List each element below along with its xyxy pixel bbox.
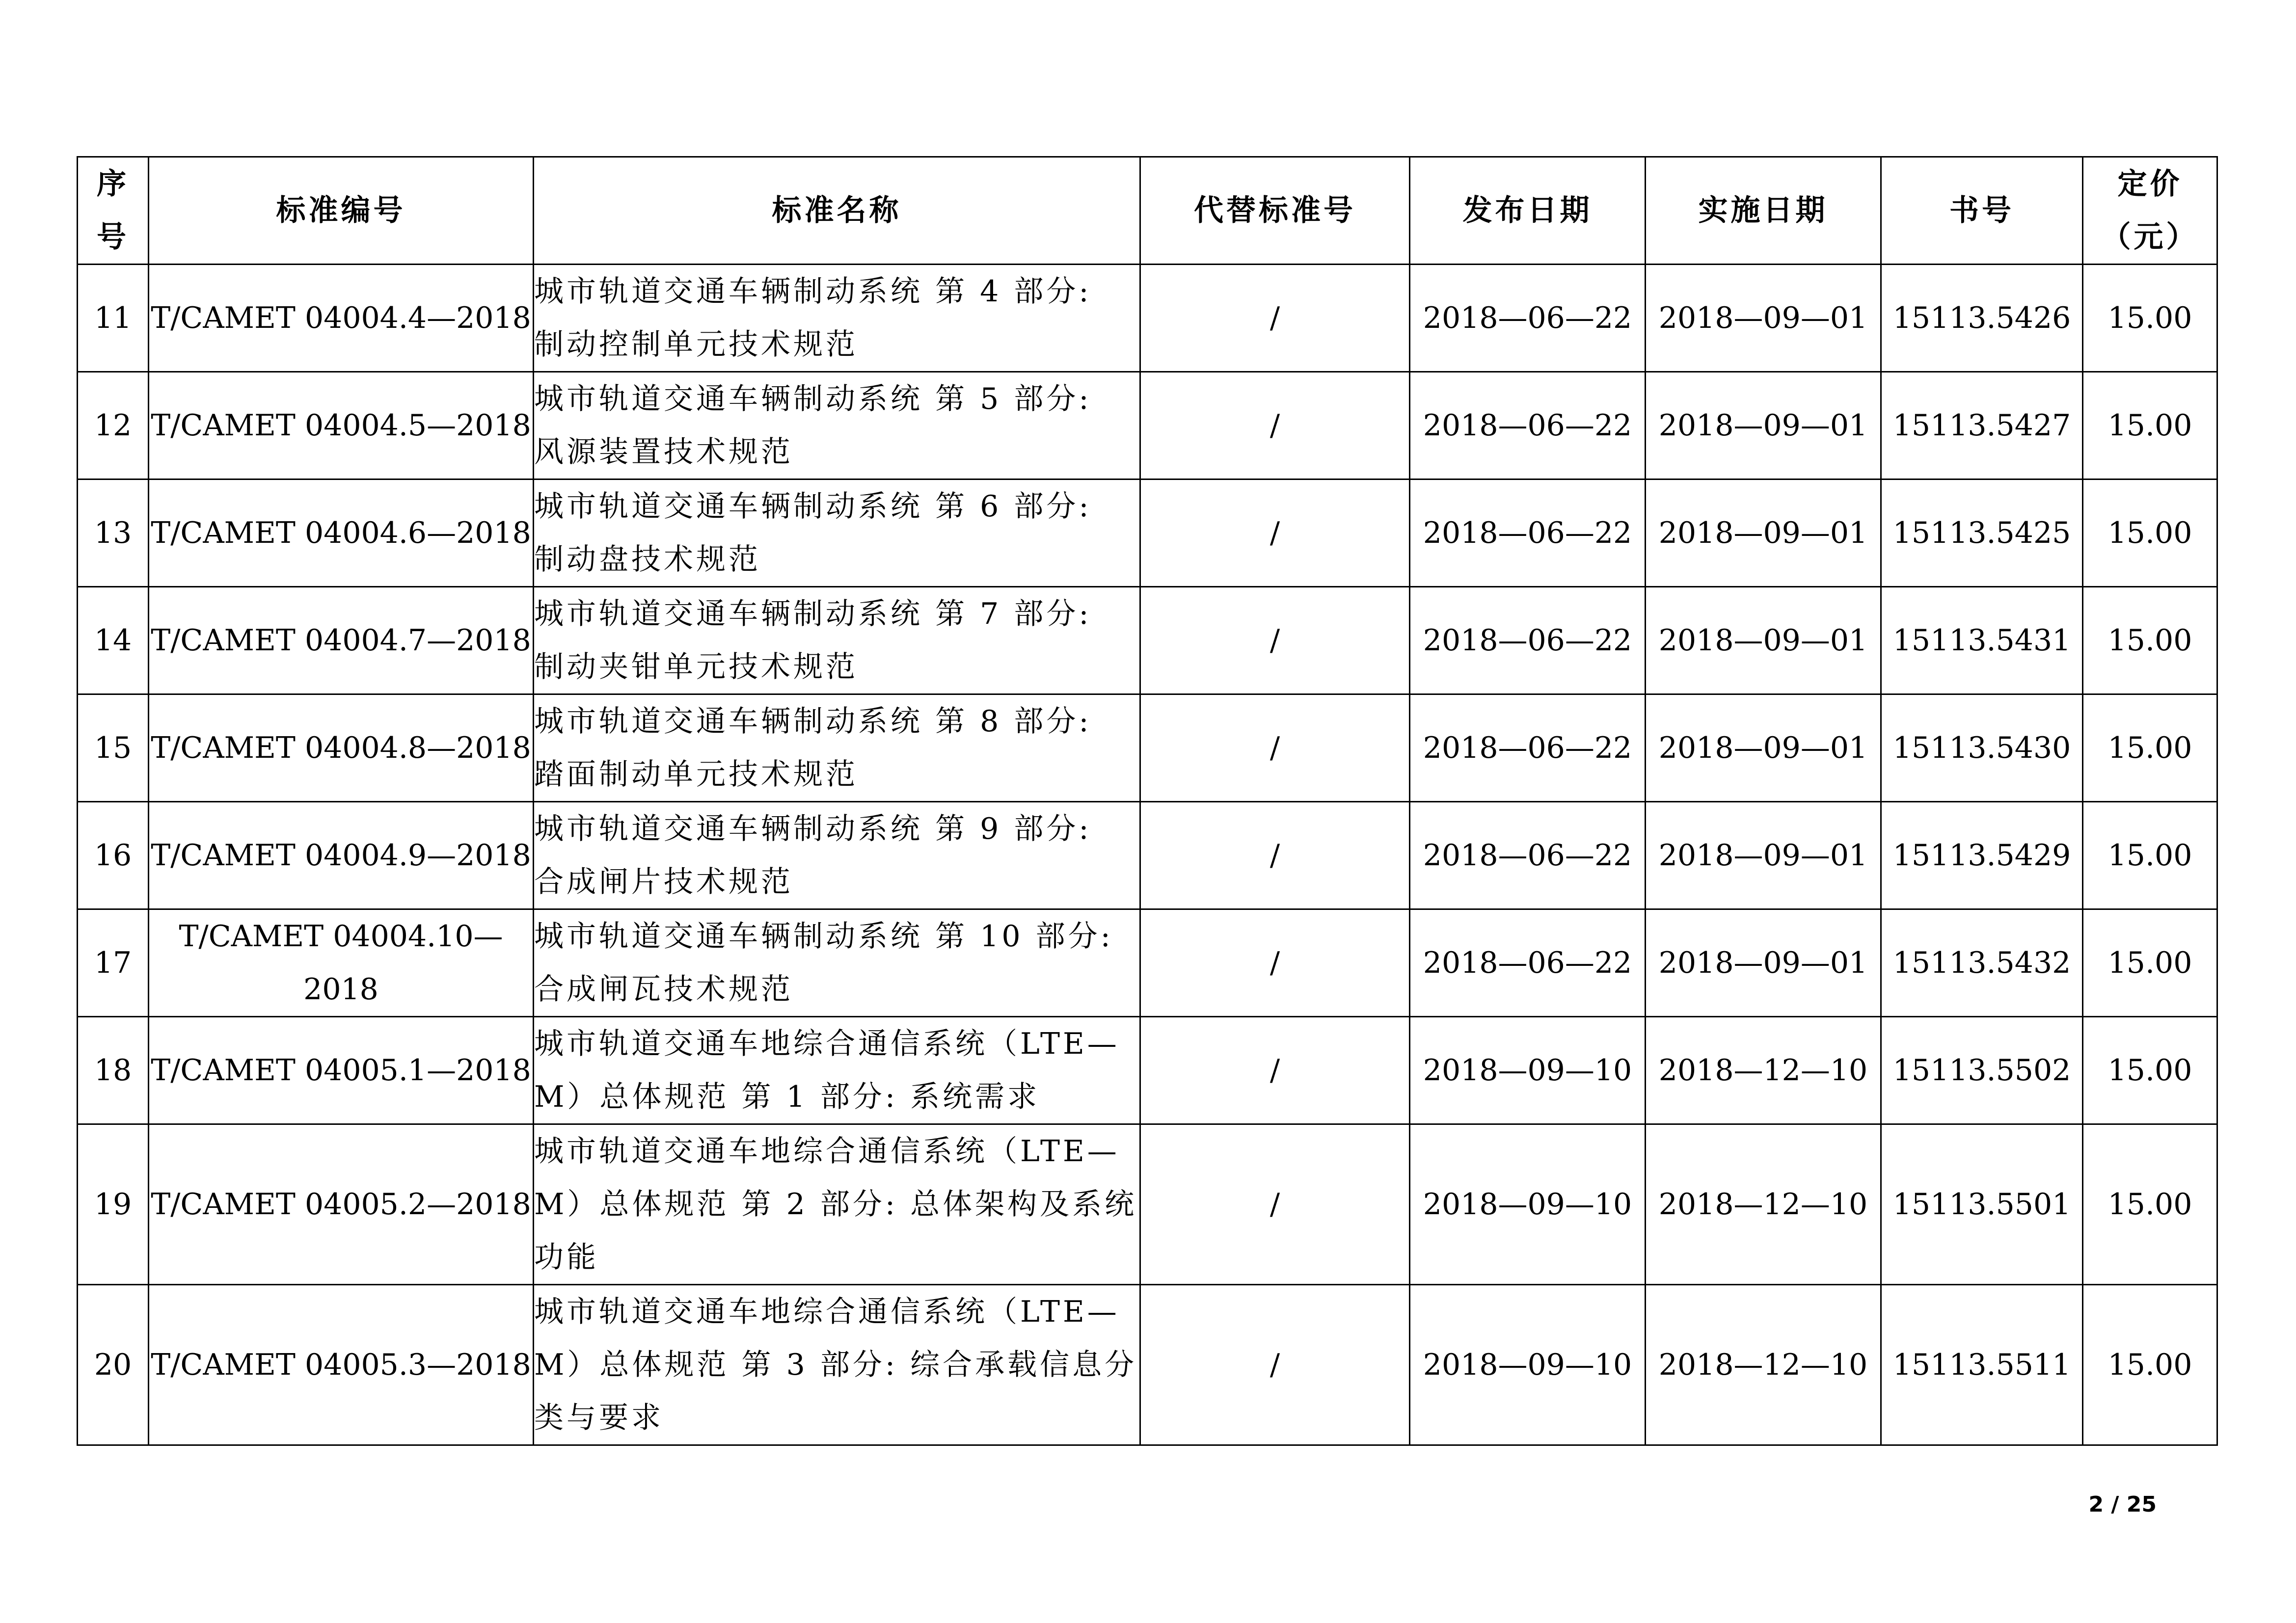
cell-code: T/CAMET 04005.1—2018 bbox=[149, 1017, 534, 1124]
cell-implement-date: 2018—12—10 bbox=[1646, 1285, 1881, 1445]
cell-publish-date: 2018—06—22 bbox=[1410, 694, 1646, 802]
cell-seq: 15 bbox=[78, 694, 149, 802]
header-book-number: 书号 bbox=[1881, 157, 2083, 265]
cell-publish-date: 2018—06—22 bbox=[1410, 909, 1646, 1017]
table-header-row bbox=[78, 157, 2217, 265]
cell-seq: 11 bbox=[78, 265, 149, 372]
cell-name: 城市轨道交通车辆制动系统 第 4 部分: 制动控制单元技术规范 bbox=[534, 265, 1140, 372]
cell-seq: 18 bbox=[78, 1017, 149, 1124]
cell-price: 15.00 bbox=[2083, 694, 2217, 802]
cell-book-number: 15113.5502 bbox=[1881, 1017, 2083, 1124]
cell-code: T/CAMET 04005.2—2018 bbox=[149, 1124, 534, 1285]
cell-seq: 12 bbox=[78, 372, 149, 479]
cell-price: 15.00 bbox=[2083, 372, 2217, 479]
header-price: 定价 （元） bbox=[2083, 157, 2217, 265]
cell-name: 城市轨道交通车辆制动系统 第 9 部分: 合成闸片技术规范 bbox=[534, 802, 1140, 909]
cell-code: T/CAMET 04005.3—2018 bbox=[149, 1285, 534, 1445]
cell-book-number: 15113.5511 bbox=[1881, 1285, 2083, 1445]
cell-publish-date: 2018—06—22 bbox=[1410, 802, 1646, 909]
cell-code: T/CAMET 04004.10—2018 bbox=[149, 909, 534, 1017]
standards-table bbox=[77, 156, 2218, 1446]
cell-code: T/CAMET 04004.8—2018 bbox=[149, 694, 534, 802]
cell-book-number: 15113.5426 bbox=[1881, 265, 2083, 372]
header-name: 标准名称 bbox=[534, 157, 1140, 265]
cell-book-number: 15113.5501 bbox=[1881, 1124, 2083, 1285]
cell-replace: / bbox=[1140, 479, 1410, 587]
cell-code: T/CAMET 04004.9—2018 bbox=[149, 802, 534, 909]
cell-publish-date: 2018—09—10 bbox=[1410, 1017, 1646, 1124]
cell-implement-date: 2018—09—01 bbox=[1646, 372, 1881, 479]
table-row bbox=[78, 479, 2217, 587]
table-row bbox=[78, 372, 2217, 479]
table-row bbox=[78, 802, 2217, 909]
cell-publish-date: 2018—09—10 bbox=[1410, 1124, 1646, 1285]
cell-name: 城市轨道交通车辆制动系统 第 10 部分: 合成闸瓦技术规范 bbox=[534, 909, 1140, 1017]
cell-publish-date: 2018—09—10 bbox=[1410, 1285, 1646, 1445]
cell-code: T/CAMET 04004.5—2018 bbox=[149, 372, 534, 479]
table-row bbox=[78, 909, 2217, 1017]
cell-book-number: 15113.5427 bbox=[1881, 372, 2083, 479]
cell-code: T/CAMET 04004.7—2018 bbox=[149, 587, 534, 694]
cell-book-number: 15113.5431 bbox=[1881, 587, 2083, 694]
cell-name: 城市轨道交通车辆制动系统 第 8 部分: 踏面制动单元技术规范 bbox=[534, 694, 1140, 802]
cell-implement-date: 2018—09—01 bbox=[1646, 265, 1881, 372]
cell-price: 15.00 bbox=[2083, 909, 2217, 1017]
cell-seq: 14 bbox=[78, 587, 149, 694]
cell-book-number: 15113.5430 bbox=[1881, 694, 2083, 802]
cell-implement-date: 2018—09—01 bbox=[1646, 802, 1881, 909]
cell-price: 15.00 bbox=[2083, 587, 2217, 694]
cell-price: 15.00 bbox=[2083, 1017, 2217, 1124]
cell-replace: / bbox=[1140, 694, 1410, 802]
table-row bbox=[78, 694, 2217, 802]
cell-replace: / bbox=[1140, 372, 1410, 479]
cell-code: T/CAMET 04004.6—2018 bbox=[149, 479, 534, 587]
header-publish-date: 发布日期 bbox=[1410, 157, 1646, 265]
cell-implement-date: 2018—09—01 bbox=[1646, 694, 1881, 802]
cell-seq: 19 bbox=[78, 1124, 149, 1285]
cell-price: 15.00 bbox=[2083, 1124, 2217, 1285]
cell-implement-date: 2018—09—01 bbox=[1646, 587, 1881, 694]
cell-name: 城市轨道交通车辆制动系统 第 6 部分: 制动盘技术规范 bbox=[534, 479, 1140, 587]
cell-publish-date: 2018—06—22 bbox=[1410, 479, 1646, 587]
header-seq: 序 号 bbox=[78, 157, 149, 265]
cell-book-number: 15113.5425 bbox=[1881, 479, 2083, 587]
cell-publish-date: 2018—06—22 bbox=[1410, 372, 1646, 479]
table-row bbox=[78, 1017, 2217, 1124]
cell-price: 15.00 bbox=[2083, 265, 2217, 372]
cell-book-number: 15113.5429 bbox=[1881, 802, 2083, 909]
cell-name: 城市轨道交通车地综合通信系统（LTE— M）总体规范 第 2 部分: 总体架构及系统 功能 bbox=[534, 1124, 1140, 1285]
table-row bbox=[78, 1285, 2217, 1445]
cell-replace: / bbox=[1140, 587, 1410, 694]
cell-seq: 13 bbox=[78, 479, 149, 587]
page-number: 2 / 25 bbox=[2088, 1492, 2157, 1517]
header-implement-date: 实施日期 bbox=[1646, 157, 1881, 265]
table-row bbox=[78, 1124, 2217, 1285]
cell-name: 城市轨道交通车地综合通信系统（LTE— M）总体规范 第 3 部分: 综合承载信息分 类与要求 bbox=[534, 1285, 1140, 1445]
header-replace: 代替标准号 bbox=[1140, 157, 1410, 265]
cell-publish-date: 2018—06—22 bbox=[1410, 265, 1646, 372]
header-code: 标准编号 bbox=[149, 157, 534, 265]
cell-seq: 16 bbox=[78, 802, 149, 909]
cell-price: 15.00 bbox=[2083, 479, 2217, 587]
cell-price: 15.00 bbox=[2083, 1285, 2217, 1445]
table-row bbox=[78, 265, 2217, 372]
cell-book-number: 15113.5432 bbox=[1881, 909, 2083, 1017]
cell-price: 15.00 bbox=[2083, 802, 2217, 909]
cell-replace: / bbox=[1140, 265, 1410, 372]
cell-publish-date: 2018—06—22 bbox=[1410, 587, 1646, 694]
cell-replace: / bbox=[1140, 1285, 1410, 1445]
cell-implement-date: 2018—12—10 bbox=[1646, 1124, 1881, 1285]
cell-name: 城市轨道交通车辆制动系统 第 7 部分: 制动夹钳单元技术规范 bbox=[534, 587, 1140, 694]
cell-replace: / bbox=[1140, 1017, 1410, 1124]
cell-replace: / bbox=[1140, 1124, 1410, 1285]
cell-seq: 17 bbox=[78, 909, 149, 1017]
table-row bbox=[78, 587, 2217, 694]
cell-implement-date: 2018—09—01 bbox=[1646, 909, 1881, 1017]
cell-implement-date: 2018—12—10 bbox=[1646, 1017, 1881, 1124]
cell-replace: / bbox=[1140, 909, 1410, 1017]
cell-code: T/CAMET 04004.4—2018 bbox=[149, 265, 534, 372]
cell-replace: / bbox=[1140, 802, 1410, 909]
cell-seq: 20 bbox=[78, 1285, 149, 1445]
cell-name: 城市轨道交通车地综合通信系统（LTE— M）总体规范 第 1 部分: 系统需求 bbox=[534, 1017, 1140, 1124]
cell-name: 城市轨道交通车辆制动系统 第 5 部分: 风源装置技术规范 bbox=[534, 372, 1140, 479]
cell-implement-date: 2018—09—01 bbox=[1646, 479, 1881, 587]
